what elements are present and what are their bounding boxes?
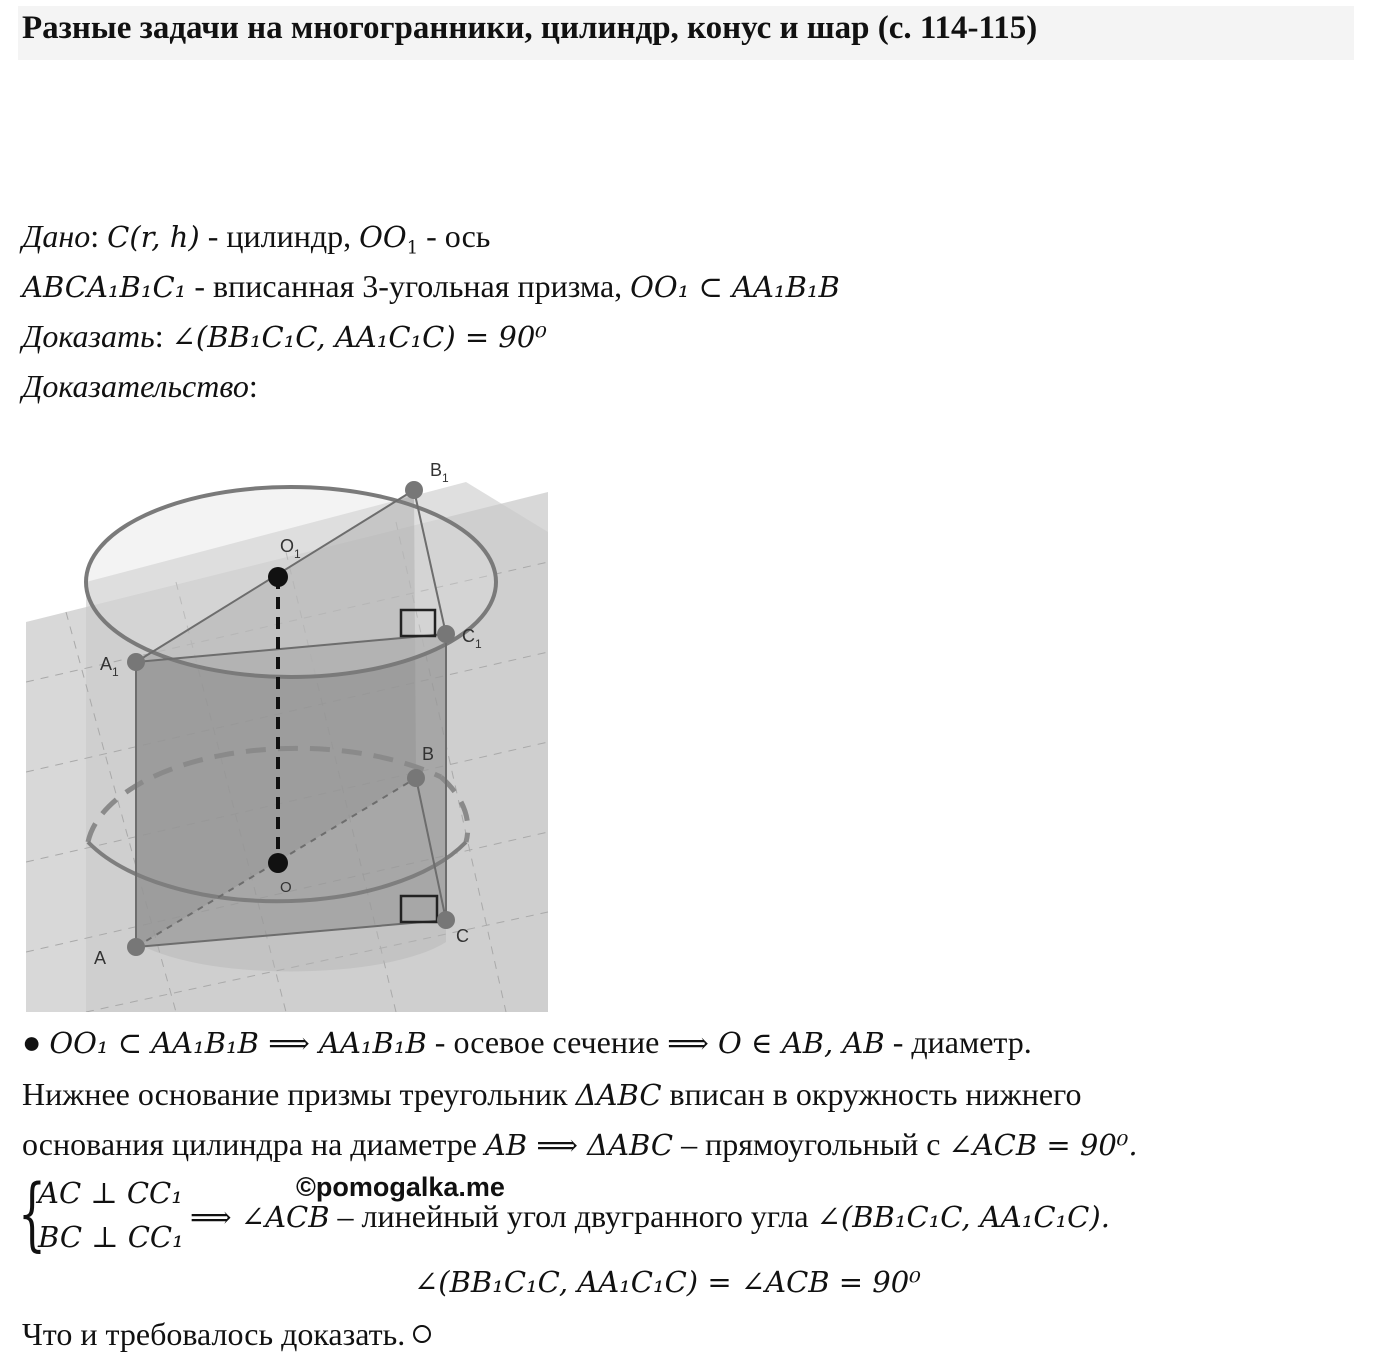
system-line-2: BC ⊥ CC₁ xyxy=(38,1220,184,1254)
step3-text-c: – прямоугольный с xyxy=(673,1126,949,1162)
step1-text-d: - диаметр. xyxy=(884,1024,1032,1060)
point-b1 xyxy=(405,481,423,499)
end-circle-icon xyxy=(413,1325,431,1343)
given-prism-text: - вписанная 3-угольная призма, xyxy=(186,268,631,304)
label-b: B xyxy=(422,744,435,764)
step1-math-c: ⟹ O ∈ AB, AB xyxy=(667,1026,885,1060)
page-title: Разные задачи на многогранники, цилиндр, конус и шар (с. 114-115) xyxy=(22,10,1038,46)
given-prism: ABCA₁B₁C₁ xyxy=(22,270,187,304)
label-a: A xyxy=(94,948,107,968)
proof-step-1 xyxy=(22,1024,1032,1061)
label-c: C xyxy=(456,926,469,946)
conclusion-line xyxy=(22,1316,431,1353)
point-a1 xyxy=(127,653,145,671)
label-o1: $O_1$ xyxy=(280,536,301,561)
given-relation: OO₁ ⊂ AA₁B₁B xyxy=(630,270,840,304)
proof-label: Доказательство xyxy=(22,368,249,404)
sys-result-c: ∠(BB₁C₁C, AA₁C₁C). xyxy=(816,1200,1110,1234)
point-a xyxy=(127,938,145,956)
system-result xyxy=(190,1198,1110,1235)
prove-label: Доказать xyxy=(22,318,155,354)
point-c xyxy=(437,911,455,929)
point-b xyxy=(407,769,425,787)
bullet: ● xyxy=(22,1024,42,1060)
prove-statement: ∠(BB₁C₁C, AA₁C₁C) = 90⁰ xyxy=(171,320,547,354)
proof-step-3 xyxy=(22,1126,1138,1163)
step3-text-a: основания цилиндра на диаметре xyxy=(22,1126,485,1162)
given-label: Дано xyxy=(22,218,91,254)
label-b1: $B_1$ xyxy=(430,460,449,485)
proof-step-2 xyxy=(22,1076,1081,1113)
step2-math-b: ΔABC xyxy=(575,1078,662,1112)
point-c1 xyxy=(437,625,455,643)
sys-result-b: – линейный угол двугранного угла xyxy=(329,1198,817,1234)
label-c1: $C_1$ xyxy=(462,626,482,651)
point-o xyxy=(268,853,288,873)
given-line-1: Дано: C(r, h) - цилиндр, $OO_1$ - ось xyxy=(22,218,491,259)
given-cylinder-text: - цилиндр, xyxy=(199,218,360,254)
given-line-2 xyxy=(22,268,840,305)
system-line-1: AC ⊥ CC₁ xyxy=(38,1176,183,1210)
given-axis-text: - ось xyxy=(418,218,491,254)
prove-line: Доказать: ∠(BB₁C₁C, AA₁C₁C) = 90⁰ xyxy=(22,318,547,354)
step2-text-a: Нижнее основание призмы треугольник xyxy=(22,1076,576,1112)
step3-math-d: ∠ACB = 90⁰. xyxy=(948,1128,1138,1162)
point-o1 xyxy=(268,567,288,587)
given-axis: $OO_1$ xyxy=(359,220,419,259)
step3-math-b: AB ⟹ ΔABC xyxy=(484,1128,674,1162)
step2-text-c: вписан в окружность нижнего xyxy=(661,1076,1082,1112)
step1-text-b: - осевое сечение xyxy=(426,1024,668,1060)
step1-math-a: OO₁ ⊂ AA₁B₁B ⟹ AA₁B₁B xyxy=(49,1026,427,1060)
given-cylinder: C(r, h) xyxy=(107,220,200,254)
watermark: ©pomogalka.me xyxy=(296,1172,505,1202)
final-equation: ∠(BB₁C₁C, AA₁C₁C) = ∠ACB = 90⁰ xyxy=(414,1265,921,1299)
label-o: O xyxy=(280,879,292,896)
label-a1: $A_1$ xyxy=(100,654,119,679)
cylinder-figure xyxy=(26,442,548,1012)
proof-heading: Доказательство: xyxy=(22,368,258,404)
conclusion-text: Что и требовалось доказать. xyxy=(22,1316,406,1352)
sys-result-a: ⟹ ∠ACB xyxy=(190,1200,330,1234)
system-brace: { xyxy=(18,1167,46,1260)
